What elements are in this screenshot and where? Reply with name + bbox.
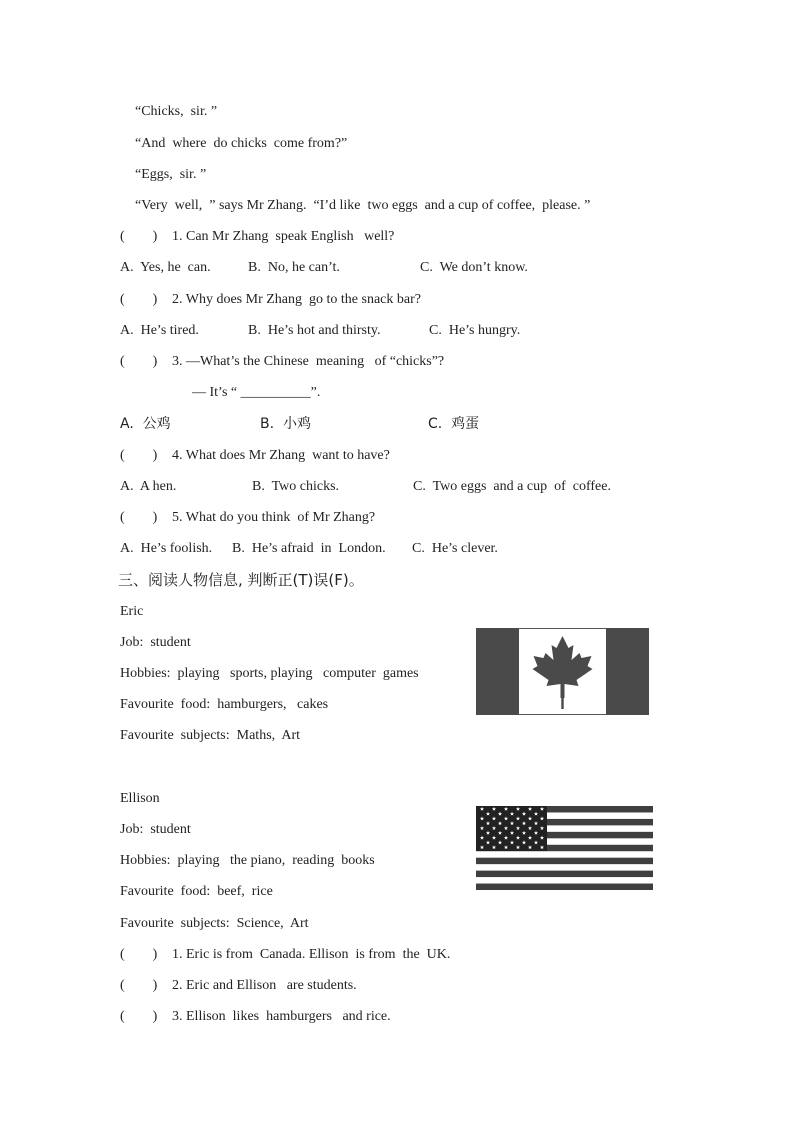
q5-question: 5. What do you think of Mr Zhang? bbox=[172, 510, 376, 525]
story-line-1: “Chicks, sir. ” bbox=[135, 104, 218, 119]
tf3-statement: 3. Ellison likes hamburgers and rice. bbox=[172, 1009, 391, 1024]
q3-option-b: B. 小鸡 bbox=[260, 416, 311, 432]
q5-answer-paren[interactable]: ( ) bbox=[120, 510, 158, 525]
q1-option-a: A. Yes, he can. bbox=[120, 260, 211, 275]
story-line-3: “Eggs, sir. ” bbox=[135, 167, 207, 182]
ellison-subjects: Favourite subjects: Science, Art bbox=[120, 916, 309, 931]
story-line-4: “Very well, ” says Mr Zhang. “I’d like two eggs and a cup of coffee, please. ” bbox=[135, 198, 591, 213]
q2-question: 2. Why does Mr Zhang go to the snack bar? bbox=[172, 292, 421, 307]
q2-option-b: B. He’s hot and thirsty. bbox=[248, 323, 381, 338]
q5-option-a: A. He’s foolish. bbox=[120, 541, 213, 556]
canada-flag-icon bbox=[476, 628, 649, 715]
q4-option-b: B. Two chicks. bbox=[252, 479, 340, 494]
ellison-hobbies: Hobbies: playing the piano, reading books bbox=[120, 853, 375, 868]
q4-answer-paren[interactable]: ( ) bbox=[120, 448, 158, 463]
eric-subjects: Favourite subjects: Maths, Art bbox=[120, 728, 301, 743]
tf3-answer-paren[interactable]: ( ) bbox=[120, 1009, 158, 1024]
ellison-food: Favourite food: beef, rice bbox=[120, 884, 273, 899]
q2-option-c: C. He’s hungry. bbox=[429, 323, 521, 338]
q5-option-c: C. He’s clever. bbox=[412, 541, 498, 556]
q2-answer-paren[interactable]: ( ) bbox=[120, 292, 158, 307]
tf1-answer-paren[interactable]: ( ) bbox=[120, 947, 158, 962]
ellison-name: Ellison bbox=[120, 791, 160, 806]
q3-subline: — It’s “ __________”. bbox=[192, 385, 321, 400]
q2-option-a: A. He’s tired. bbox=[120, 323, 199, 338]
q4-question: 4. What does Mr Zhang want to have? bbox=[172, 448, 390, 463]
q3-option-a: A. 公鸡 bbox=[120, 416, 171, 432]
usa-flag-icon bbox=[476, 806, 653, 890]
eric-name: Eric bbox=[120, 604, 144, 619]
q3-answer-paren[interactable]: ( ) bbox=[120, 354, 158, 369]
eric-hobbies: Hobbies: playing sports, playing computer games bbox=[120, 666, 419, 681]
story-line-2: “And where do chicks come from?” bbox=[135, 136, 348, 151]
tf2-answer-paren[interactable]: ( ) bbox=[120, 978, 158, 993]
flag-stripe bbox=[476, 858, 653, 864]
q4-option-c: C. Two eggs and a cup of coffee. bbox=[413, 479, 611, 494]
q1-question: 1. Can Mr Zhang speak English well? bbox=[172, 229, 395, 244]
q4-option-a: A. A hen. bbox=[120, 479, 177, 494]
eric-job: Job: student bbox=[120, 635, 191, 650]
q1-answer-paren[interactable]: ( ) bbox=[120, 229, 158, 244]
q5-option-b: B. He’s afraid in London. bbox=[232, 541, 386, 556]
eric-food: Favourite food: hamburgers, cakes bbox=[120, 697, 329, 712]
section3-heading: 三、阅读人物信息, 判断正(T)误(F)。 bbox=[118, 571, 364, 589]
q1-option-c: C. We don’t know. bbox=[420, 260, 528, 275]
q3-question: 3. —What’s the Chinese meaning of “chicks”? bbox=[172, 354, 445, 369]
q1-option-b: B. No, he can’t. bbox=[248, 260, 340, 275]
flag-stripe bbox=[476, 884, 653, 890]
tf2-statement: 2. Eric and Ellison are students. bbox=[172, 978, 357, 993]
flag-stripe bbox=[476, 871, 653, 877]
q3-option-c: C. 鸡蛋 bbox=[428, 416, 480, 432]
ellison-job: Job: student bbox=[120, 822, 191, 837]
tf1-statement: 1. Eric is from Canada. Ellison is from the UK. bbox=[172, 947, 451, 962]
